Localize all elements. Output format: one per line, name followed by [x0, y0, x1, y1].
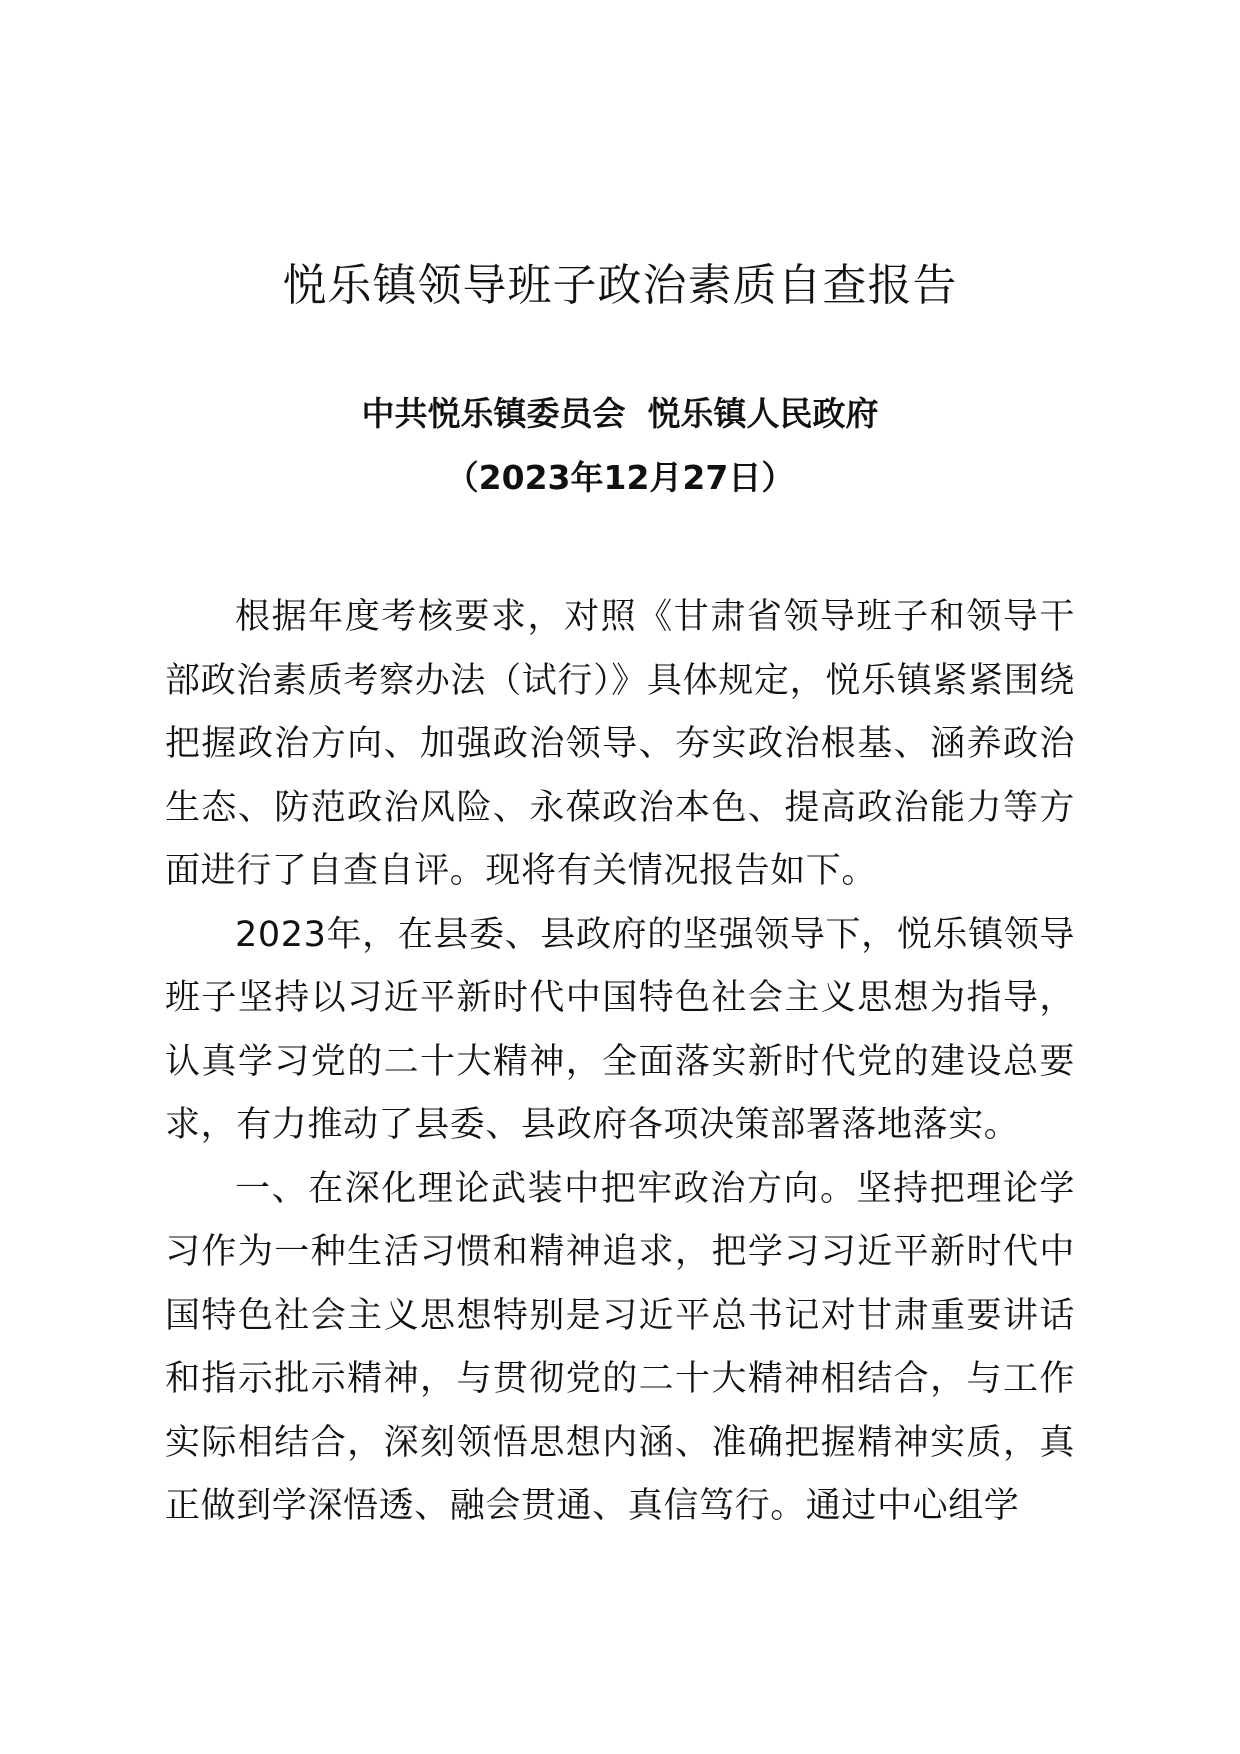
paragraph-section-one: 一、在深化理论武装中把牢政治方向。坚持把理论学习作为一种生活习惯和精神追求，把学习习近平新时代中国特色社会主义思想特别是习近平总书记对甘肃重要讲话和指示批示精神，与贯彻党的二十大精神相结合，与工作实际相结合，深刻领悟思想内涵、准确把握精神实质，真正做到学深悟透、融会贯通、真信笃行。通过中心组学	[165, 1168, 1075, 1526]
issuer-line	[0, 392, 1240, 436]
paragraph-overview: 2023年，在县委、县政府的坚强领导下，悦乐镇领导班子坚持以习近平新时代中国特色社会主义思想为指导，认真学习党的二十大精神，全面落实新时代党的建设总要求，有力推动了县委、县政府各项决策部署落地落实。	[165, 914, 1075, 1145]
issuer-party-committee: 中共悦乐镇委员会	[361, 394, 626, 433]
issuer-town-government: 悦乐镇人民政府	[647, 394, 879, 433]
document-date: （2023年12月27日）	[445, 458, 795, 497]
paragraph-intro: 根据年度考核要求，对照《甘肃省领导班子和领导干部政治素质考察办法（试行）》具体规定，悦乐镇紧紧围绕把握政治方向、加强政治领导、夯实政治根基、涵养政治生态、防范政治风险、永葆政治本色、提高政治能力等方面进行了自查自评。现将有关情况报告如下。	[165, 597, 1075, 891]
document-title: 悦乐镇领导班子政治素质自查报告	[282, 260, 958, 311]
document-body	[165, 586, 1075, 1539]
